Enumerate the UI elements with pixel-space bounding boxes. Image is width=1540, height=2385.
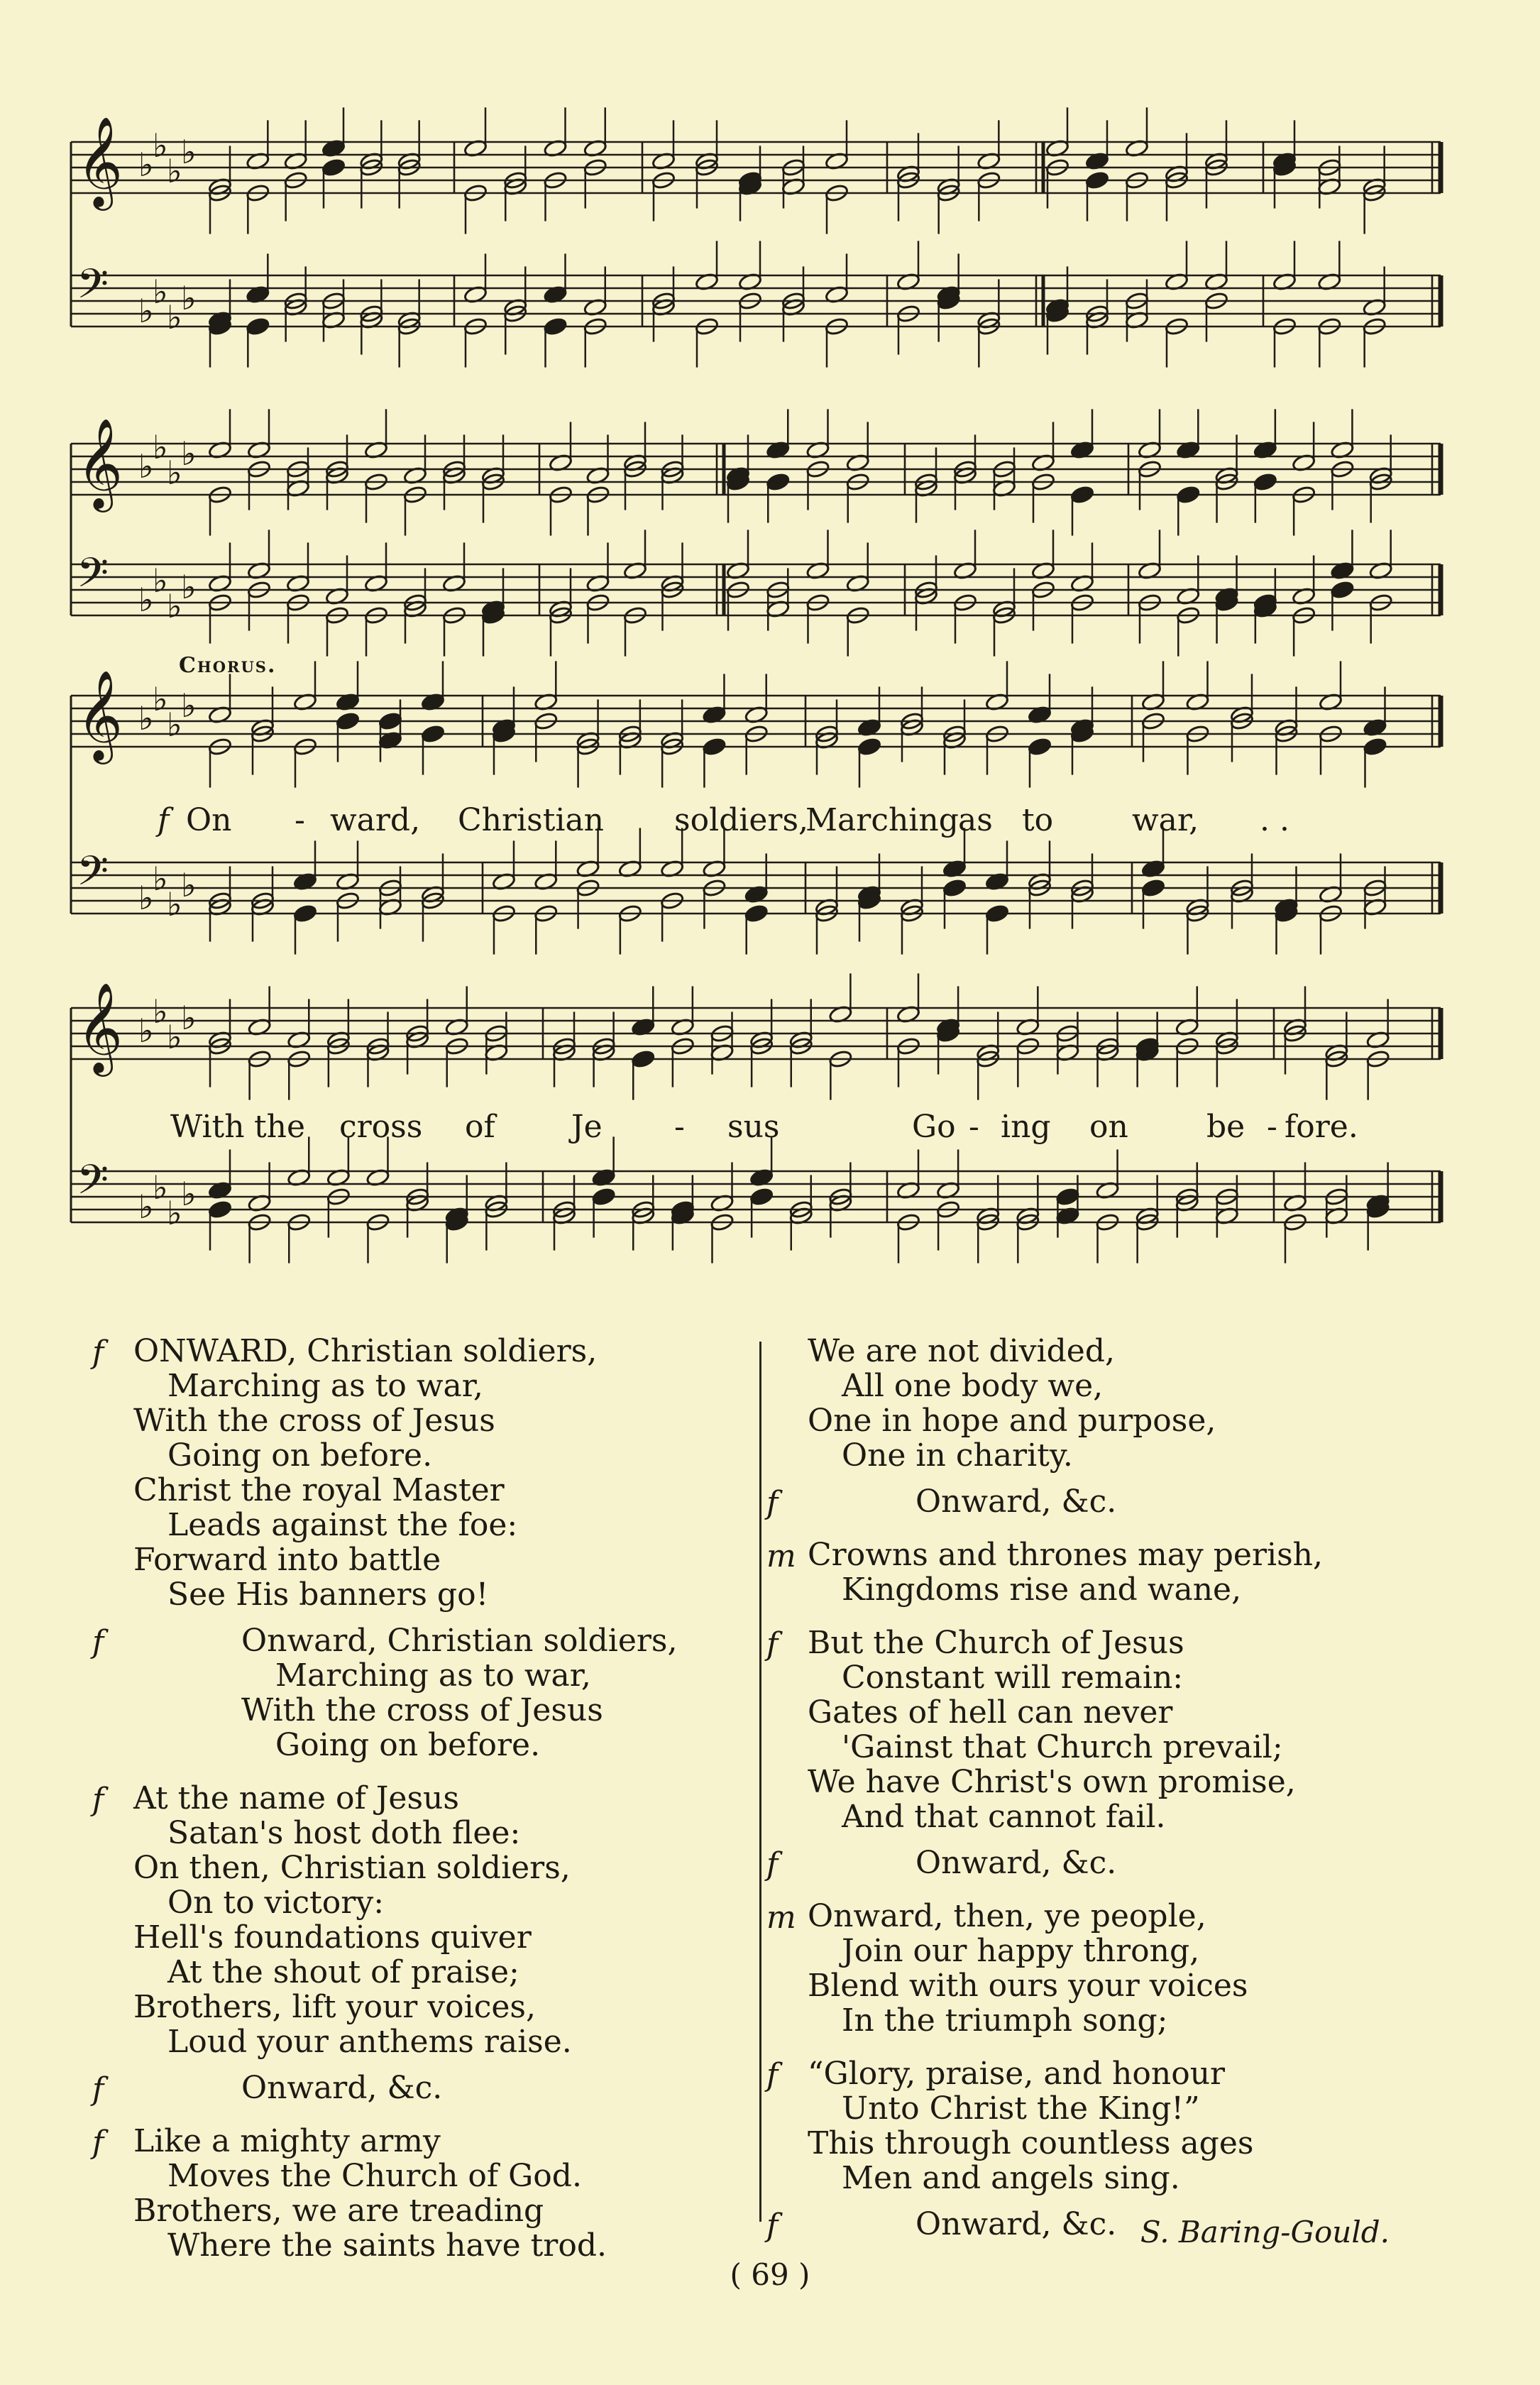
lyric-syllable: ing [1001,1109,1051,1145]
lyric-syllable: - [295,802,305,838]
lyric-syllable: Marching [805,802,959,838]
note-head [631,1049,655,1068]
flat-icon: ♭ [181,1175,197,1213]
page-number: ( 69 ) [730,2257,810,2292]
verse-line: Going on before. [275,1727,541,1763]
lyric-syllable: the [254,1109,306,1145]
verse-line: On then, Christian soldiers, [133,1850,571,1886]
verse-line: In the triumph song; [842,2002,1168,2039]
treble-clef-icon: 𝄞 [77,669,123,760]
dynamic-marking: f [766,1846,779,1882]
dynamic-marking: f [766,2057,779,2093]
verse-line: 'Gainst that Church prevail; [842,1729,1283,1765]
column-divider [759,1342,761,2222]
lyric-syllable: soldiers, [674,802,809,838]
verse-line: “Glory, praise, and honour [808,2056,1226,2092]
flat-icon: ♭ [153,126,168,165]
verse-line: ONWARD, Christian soldiers, [133,1333,598,1369]
dynamic-marking: f [92,2124,104,2161]
lyric-syllable: on [1089,1109,1128,1145]
note-head [1363,737,1387,756]
chorus-label: Chorus. [179,653,277,678]
flat-icon: ♭ [153,1168,168,1207]
verse-line: Christ the royal Master [133,1472,505,1508]
flat-icon: ♭ [167,885,182,923]
dynamic-marking: m [766,1899,796,1936]
flat-icon: ♭ [138,292,154,330]
lyric-syllable: On [186,802,232,838]
lyrics-chorus-line-2 [0,1109,1540,1151]
verse-line: With the cross of Jesus [241,1692,603,1728]
treble-clef-icon: 𝄞 [77,115,123,207]
verse-line: Brothers, lift your voices, [133,1989,536,2025]
verse-line: Hell's foundations quiver [133,1919,532,1956]
note-head [702,737,726,756]
dynamic-marking: f [92,1334,104,1371]
note-head [1176,485,1200,504]
bass-clef-icon: 𝄢 [77,847,109,906]
dynamic-marking: f [92,1782,104,1818]
verse-line: We have Christ's own promise, [808,1764,1296,1800]
verse-line: Constant will remain: [842,1660,1184,1696]
note-head [378,711,402,730]
verse-line: Satan's host doth flee: [167,1815,521,1851]
verse-line: One in charity. [842,1437,1073,1474]
verse-line: On to victory: [167,1885,385,1921]
lyric-syllable: fore. [1285,1109,1358,1145]
verse-line: With the cross of Jesus [133,1403,495,1439]
flat-icon: ♭ [181,686,197,725]
verse-line: At the shout of praise; [167,1954,519,1990]
flat-icon: ♭ [153,860,168,898]
verse-line: And that cannot fail. [842,1799,1166,1835]
note-head [766,472,790,491]
flat-icon: ♭ [181,434,197,473]
note-head [985,904,1009,923]
bass-clef-icon: 𝄢 [77,549,109,608]
lyric-syllable: - [674,1109,685,1145]
note-head [1028,737,1052,756]
verse-line: Crowns and thrones may perish, [808,1537,1323,1573]
flat-icon: ♭ [167,1194,182,1232]
verse-line: Unto Christ the King!” [842,2090,1200,2127]
note-head [1070,485,1094,504]
verse-line: Onward, then, ye people, [808,1898,1206,1934]
verse-line: Kingdoms rise and wane, [842,1572,1242,1608]
flat-icon: ♭ [138,1188,154,1226]
verse-line: Onward, Christian soldiers, [241,1623,678,1659]
dynamic-marking: f [766,1485,779,1521]
flat-icon: ♭ [138,879,154,917]
author-credit: S. Baring-Gould. [1140,2215,1390,2249]
verse-line: One in hope and purpose, [808,1403,1216,1439]
verse-line: Like a mighty army [133,2123,441,2159]
treble-clef-icon: 𝄞 [77,417,123,508]
note-head [744,904,769,923]
note-head [1253,472,1277,491]
dynamic-marking: f [92,2071,104,2107]
note-head [336,711,360,730]
note-head [942,878,967,897]
note-head [1141,878,1165,897]
lyric-syllable: . . [1260,802,1289,838]
lyric-syllable: as [958,802,993,838]
dynamic-marking: f [766,1626,779,1662]
flat-icon: ♭ [167,706,182,744]
flat-icon: ♭ [153,561,168,600]
verse-line: Marching as to war, [167,1368,483,1404]
dynamic-marking: f [158,802,170,838]
flat-icon: ♭ [138,146,154,184]
note-head [749,1187,774,1206]
verse-line: All one body we, [842,1368,1104,1404]
flat-icon: ♭ [153,992,168,1031]
flat-icon: ♭ [153,680,168,718]
verse-line: Marching as to war, [275,1657,591,1694]
bass-clef-icon: 𝄢 [77,1156,109,1215]
flat-icon: ♭ [167,298,182,336]
verse-line: Onward, &c. [915,2206,1117,2242]
note-head [1055,1187,1079,1206]
lyric-syllable: to [1022,802,1054,838]
treble-clef-icon: 𝄞 [77,981,123,1073]
verse-line: Leads against the foe: [167,1507,518,1543]
verse-line: Join our happy throng, [842,1933,1200,1969]
lyric-syllable: Je [571,1109,603,1145]
lyric-syllable: ward, [330,802,421,838]
lyric-syllable: war, [1132,802,1199,838]
verse-line: At the name of Jesus [133,1780,459,1816]
note-head [857,737,881,756]
flat-icon: ♭ [181,866,197,904]
note-head [543,317,567,336]
flat-icon: ♭ [181,999,197,1037]
verse-line: This through countless ages [808,2125,1254,2161]
note-head [208,1200,232,1219]
dynamic-marking: m [766,1538,796,1574]
lyrics-chorus-line-1 [0,802,1540,845]
verse-line: See His banners go! [167,1577,489,1613]
lyric-syllable: sus [727,1109,780,1145]
lyric-syllable: cross [339,1109,423,1145]
dynamic-marking: f [766,2208,779,2244]
flat-icon: ♭ [181,568,197,606]
lyric-syllable: With [170,1109,245,1145]
verse-line: Onward, &c. [915,1845,1117,1881]
flat-icon: ♭ [153,273,168,311]
verse-line: Brothers, we are treading [133,2193,544,2229]
flat-icon: ♭ [138,581,154,619]
note-head [591,1187,615,1206]
lyric-syllable: - [969,1109,979,1145]
verse-line: Where the saints have trod. [167,2227,607,2264]
lyric-syllable: Christian [458,802,605,838]
verse-line: Blend with ours your voices [808,1968,1248,2004]
verse-line: Men and angels sing. [842,2160,1180,2196]
flat-icon: ♭ [167,454,182,492]
bass-clef-icon: 𝄢 [77,260,109,319]
flat-icon: ♭ [181,133,197,171]
lyric-syllable: Go [912,1109,956,1145]
flat-icon: ♭ [167,587,182,625]
flat-icon: ♭ [167,1018,182,1056]
flat-icon: ♭ [138,447,154,486]
lyric-syllable: be [1206,1109,1245,1145]
note-head [1085,170,1109,190]
flat-icon: ♭ [181,279,197,317]
lyric-syllable: of [465,1109,495,1145]
verse-line: But the Church of Jesus [808,1625,1184,1661]
flat-icon: ♭ [138,699,154,738]
verse-line: Loud your anthems raise. [167,2024,572,2060]
note-head [321,158,346,177]
verse-line: Going on before. [167,1437,433,1474]
verse-line: Onward, &c. [915,1484,1117,1520]
flat-icon: ♭ [153,428,168,466]
verse-line: We are not divided, [808,1333,1115,1369]
lyric-syllable: - [1267,1109,1277,1145]
note-head [246,317,270,336]
verse-line: Onward, &c. [241,2070,443,2106]
flat-icon: ♭ [167,152,182,190]
verse-line: Forward into battle [133,1542,441,1578]
note-head [293,904,317,923]
verse-line: Gates of hell can never [808,1694,1173,1731]
note-head [1330,580,1354,599]
dynamic-marking: f [92,1624,104,1660]
verse-line: Moves the Church of God. [167,2158,582,2194]
flat-icon: ♭ [138,1011,154,1050]
note-head [421,724,445,743]
